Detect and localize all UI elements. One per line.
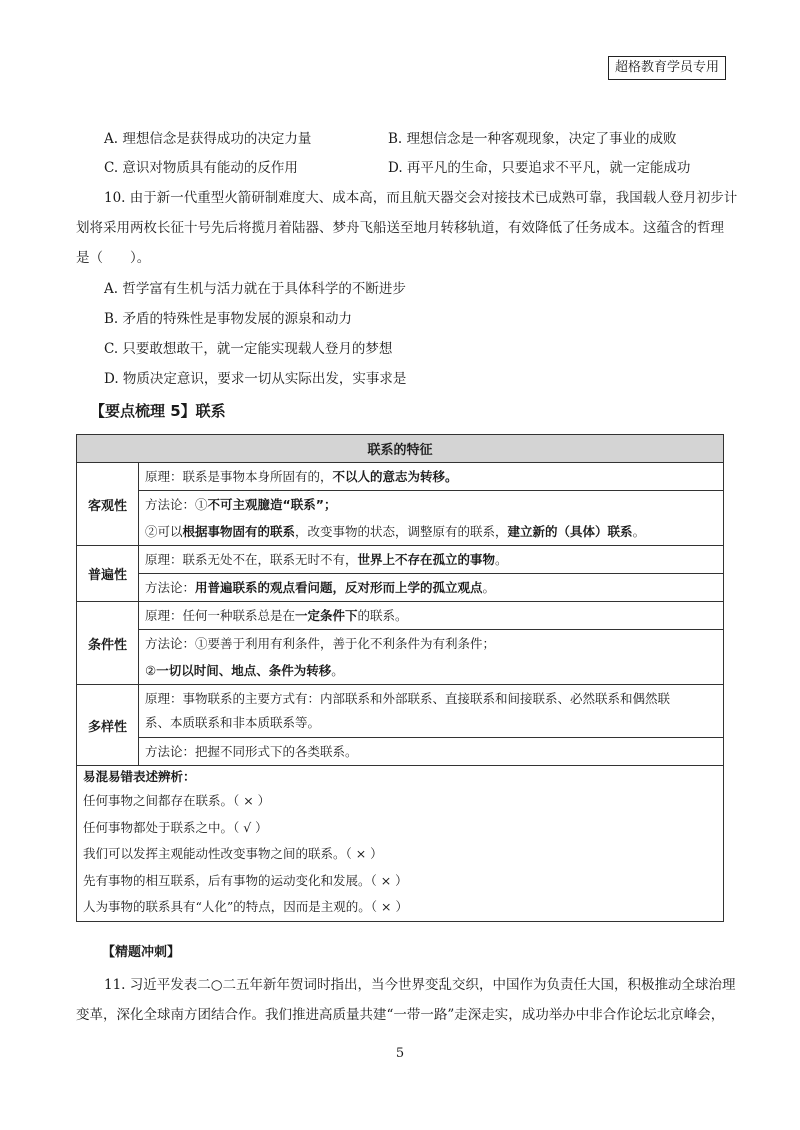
pitfalls-title: 易混易错表述辨析：	[83, 769, 196, 784]
objectivity-principle: 原理：联系是事物本身所固有的，不以人的意志为转移。	[139, 463, 724, 491]
q10-option-c: C. 只要敢想敢干，就一定能实现载人登月的梦想	[104, 341, 393, 357]
header-label: 超格教育学员专用	[608, 56, 726, 80]
conditionality-method-1: 方法论：①要善于利用有利条件，善于化不利条件为有利条件；	[139, 630, 724, 658]
category-diversity: 多样性	[77, 685, 139, 766]
q10-stem-line2: 划将采用两枚长征十号先后将揽月着陆器、梦舟飞船送至地月转移轨道，有效降低了任务成本。这蕴含的哲理	[76, 220, 724, 236]
category-universality: 普遍性	[77, 546, 139, 602]
conditionality-principle: 原理：任何一种联系总是在一定条件下的联系。	[139, 602, 724, 630]
table-header: 联系的特征	[77, 435, 724, 463]
objectivity-method-2: ②可以根据事物固有的联系，改变事物的状态，调整原有的联系，建立新的（具体）联系。	[139, 518, 724, 546]
diversity-principle: 原理：事物联系的主要方式有：内部联系和外部联系、直接联系和间接联系、必然联系和偶然联 系、本质联系和非本质联系等。	[139, 685, 724, 738]
q10-option-a: A. 哲学富有生机与活力就在于具体科学的不断进步	[104, 281, 406, 297]
q9-option-c: C. 意识对物质具有能动的反作用	[104, 160, 298, 176]
page-number: 5	[395, 1046, 405, 1061]
objectivity-method-1: 方法论：①不可主观臆造“联系”；	[139, 491, 724, 519]
pitfall-item: 人为事物的联系具有“人化”的特点，因而是主观的。（ × ）	[83, 899, 408, 914]
pitfall-item: 任何事物都处于联系之中。（ √ ）	[83, 819, 268, 835]
q10-option-d: D. 物质决定意识，要求一切从实际出发，实事求是	[104, 371, 407, 387]
q10-stem-line1: 10. 由于新一代重型火箭研制难度大、成本高，而且航天器交会对接技术已成熟可靠，我国载人登月初步计	[104, 190, 738, 206]
pitfall-item: 任何事物之间都存在联系。（ × ）	[83, 793, 271, 808]
q11-stem-line2: 变革，深化全球南方团结合作。我们推进高质量共建“一带一路”走深走实，成功举办中非合作论坛北京峰会，	[76, 1007, 725, 1023]
universality-method: 方法论：用普遍联系的观点看问题，反对形而上学的孤立观点。	[139, 574, 724, 602]
category-conditionality: 条件性	[77, 602, 139, 685]
q9-option-a: A. 理想信念是获得成功的决定力量	[104, 131, 312, 147]
q9-option-d: D. 再平凡的生命，只要追求不平凡，就一定能成功	[388, 160, 691, 176]
pitfall-item: 先有事物的相互联系，后有事物的运动变化和发展。（ × ）	[83, 872, 408, 888]
q10-stem-line3: 是（ ）。	[76, 250, 151, 266]
q11-stem-line1: 11. 习近平发表二○二五年新年贺词时指出，当今世界变乱交织，中国作为负责任大国，积极推动全球治理	[104, 977, 736, 993]
diversity-method: 方法论：把握不同形式下的各类联系。	[139, 738, 724, 766]
connection-features-table	[76, 434, 724, 922]
q9-option-b: B. 理想信念是一种客观现象，决定了事业的成败	[388, 131, 677, 147]
q10-option-b: B. 矛盾的特殊性是事物发展的源泉和动力	[104, 311, 353, 327]
category-objectivity: 客观性	[77, 463, 139, 546]
conditionality-method-2: ②一切以时间、地点、条件为转移。	[139, 657, 724, 685]
section-title: 【要点梳理 5】联系	[90, 402, 226, 420]
universality-principle: 原理：联系无处不在，联系无时不有，世界上不存在孤立的事物。	[139, 546, 724, 574]
practice-title: 【精题冲刺】	[102, 945, 181, 960]
pitfalls-box	[77, 766, 724, 922]
pitfall-item: 我们可以发挥主观能动性改变事物之间的联系。（ × ）	[83, 846, 383, 861]
